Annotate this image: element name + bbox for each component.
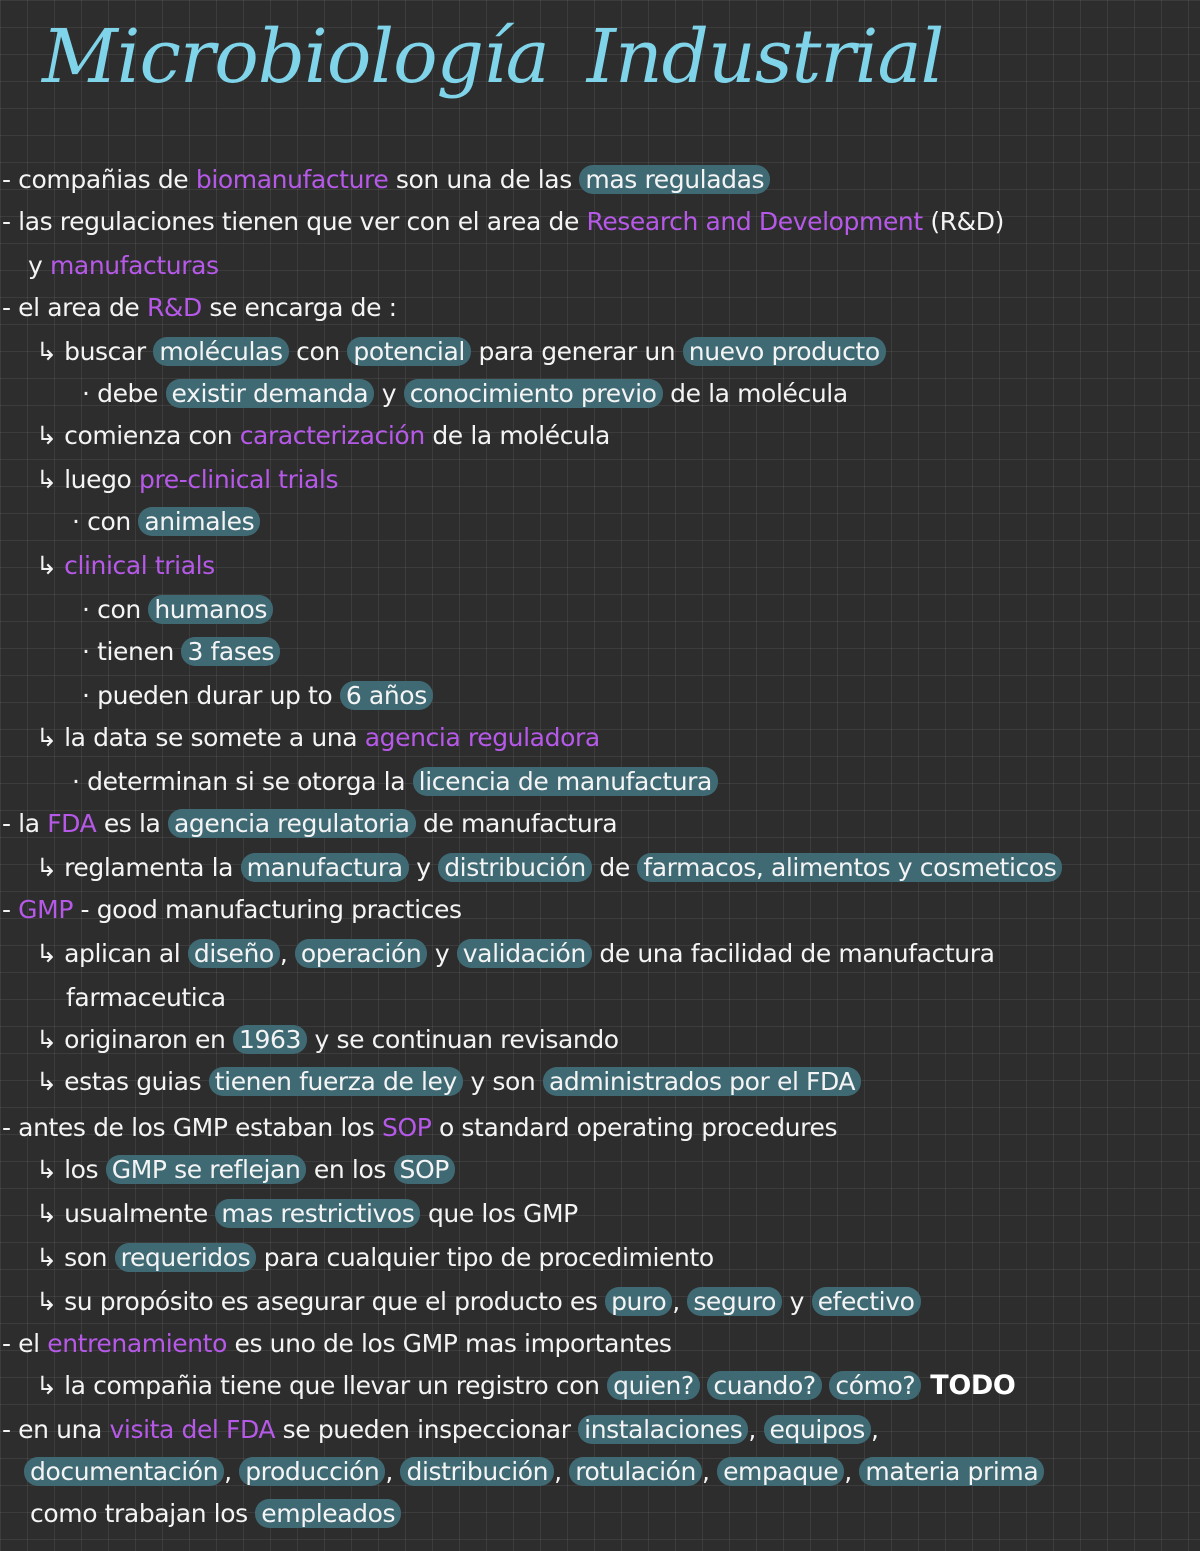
note-text: y: [427, 939, 457, 968]
highlighted-term: potencial: [347, 337, 471, 366]
note-text: ↳: [36, 551, 65, 580]
note-text: y: [782, 1287, 812, 1316]
note-line: [2, 1108, 837, 1148]
note-line: [2, 202, 1004, 242]
purple-term: pre-clinical trials: [138, 465, 339, 494]
note-line: [2, 890, 462, 930]
note-text: se encarga de :: [201, 293, 397, 322]
note-text: o standard operating procedures: [431, 1113, 838, 1142]
highlighted-term: mas restrictivos: [215, 1199, 420, 1228]
note-text: ,: [672, 1287, 688, 1316]
note-text: ↳ estas guias: [36, 1067, 209, 1096]
note-text: - la: [2, 809, 48, 838]
note-line: [82, 676, 433, 716]
highlighted-term: materia prima: [859, 1457, 1044, 1486]
note-text: · con: [82, 595, 149, 624]
note-text: ↳ usualmente: [36, 1199, 216, 1228]
highlighted-term: diseño: [188, 939, 280, 968]
highlighted-term: requeridos: [115, 1243, 257, 1272]
note-text: de la molécula: [662, 379, 848, 408]
purple-term: clinical trials: [64, 551, 215, 580]
note-text: de: [591, 853, 638, 882]
highlighted-term: efectivo: [812, 1287, 921, 1316]
highlighted-term: equipos: [764, 1415, 871, 1444]
highlighted-term: 1963: [233, 1025, 307, 1054]
note-text: ↳ comienza con: [36, 421, 240, 450]
highlighted-term: manufactura: [241, 853, 409, 882]
note-line: [82, 632, 280, 672]
highlighted-term: instalaciones: [578, 1415, 748, 1444]
purple-term: biomanufacture: [195, 165, 389, 194]
highlighted-term: 6 años: [340, 681, 433, 710]
note-text: ,: [224, 1457, 240, 1486]
note-text: · pueden durar up to: [82, 681, 340, 710]
note-text: se pueden inspeccionar: [275, 1415, 579, 1444]
note-line: [2, 1324, 672, 1364]
note-line: [2, 288, 397, 328]
note-text: - antes de los GMP estaban los: [2, 1113, 382, 1142]
note-text: ↳ reglamenta la: [36, 853, 241, 882]
note-text: son una de las: [388, 165, 580, 194]
highlighted-term: humanos: [148, 595, 273, 624]
highlighted-term: administrados por el FDA: [543, 1067, 861, 1096]
purple-term: GMP: [18, 895, 73, 924]
note-text: ,: [748, 1415, 764, 1444]
highlighted-term: producción: [239, 1457, 385, 1486]
note-text: ↳ la data se somete a una: [36, 723, 365, 752]
note-text: ,: [279, 939, 295, 968]
note-line: [36, 1366, 1015, 1406]
note-text: ↳ son: [36, 1243, 115, 1272]
note-line: [72, 502, 260, 542]
highlighted-term: cómo?: [829, 1371, 921, 1400]
note-text: en los: [306, 1155, 394, 1184]
note-line: [36, 1194, 578, 1234]
note-line: [82, 590, 273, 630]
note-text: de manufactura: [415, 809, 618, 838]
note-text: ↳ luego: [36, 465, 139, 494]
note-line: [36, 1282, 921, 1322]
note-text: - good manufacturing practices: [73, 895, 462, 924]
purple-term: entrenamiento: [47, 1329, 227, 1358]
note-line: [66, 978, 226, 1018]
highlighted-term: mas reguladas: [579, 165, 770, 194]
page-title: [42, 14, 981, 100]
purple-term: SOP: [381, 1113, 432, 1142]
note-text: (R&D): [922, 207, 1004, 236]
note-line: [36, 934, 995, 974]
note-text: y: [28, 251, 50, 280]
note-line: [36, 848, 1062, 888]
purple-term: manufacturas: [49, 251, 219, 280]
note-line: [2, 1410, 878, 1450]
note-text: ,: [870, 1415, 879, 1444]
highlighted-term: conocimiento previo: [404, 379, 663, 408]
note-text: de una facilidad de manufactura: [591, 939, 995, 968]
note-text: como trabajan los: [30, 1499, 256, 1528]
note-line: [2, 804, 617, 844]
purple-term: Research and Development: [586, 207, 923, 236]
note-line: [72, 762, 718, 802]
note-text: ↳ los: [36, 1155, 106, 1184]
note-text: y se continuan revisando: [307, 1025, 619, 1054]
highlighted-term: 3 fases: [181, 637, 280, 666]
note-text: - las regulaciones tienen que ver con el area de: [2, 207, 587, 236]
note-text: para generar un: [470, 337, 683, 366]
highlighted-term: existir demanda: [166, 379, 375, 408]
note-line: [36, 1020, 619, 1060]
purple-term: R&D: [146, 293, 202, 322]
highlighted-term: farmacos, alimentos y cosmeticos: [637, 853, 1062, 882]
note-line: [82, 374, 848, 414]
note-text: y son: [462, 1067, 543, 1096]
highlighted-term: documentación: [24, 1457, 224, 1486]
note-text: de la molécula: [424, 421, 610, 450]
purple-term: visita del FDA: [109, 1415, 276, 1444]
note-text: es uno de los GMP mas importantes: [226, 1329, 672, 1358]
highlighted-term: quien?: [607, 1371, 700, 1400]
highlighted-term: tienen fuerza de ley: [209, 1067, 463, 1096]
note-text: ,: [554, 1457, 570, 1486]
purple-term: caracterización: [239, 421, 425, 450]
note-text: y: [408, 853, 439, 882]
note-text: ,: [844, 1457, 860, 1486]
purple-term: FDA: [47, 809, 97, 838]
highlighted-term: rotulación: [569, 1457, 702, 1486]
highlighted-term: validación: [457, 939, 592, 968]
note-line: [36, 718, 600, 758]
note-line: [2, 160, 770, 200]
purple-term: agencia reguladora: [364, 723, 600, 752]
note-text: - el area de: [2, 293, 147, 322]
note-line: [36, 1238, 714, 1278]
note-text: · debe: [82, 379, 166, 408]
note-text: ,: [385, 1457, 401, 1486]
highlighted-term: GMP se reflejan: [106, 1155, 307, 1184]
title-word-2: Industrial: [586, 14, 944, 100]
note-text: ↳ la compañia tiene que llevar un registro con: [36, 1371, 608, 1400]
highlighted-term: agencia regulatoria: [168, 809, 416, 838]
note-line: [36, 416, 610, 456]
note-line: [28, 246, 219, 286]
note-text: ↳ originaron en: [36, 1025, 233, 1054]
note-text: farmaceutica: [66, 983, 226, 1012]
title-word-1: Microbiología: [42, 14, 549, 100]
note-line: [36, 460, 338, 500]
highlighted-term: cuando?: [707, 1371, 821, 1400]
highlighted-term: empleados: [255, 1499, 401, 1528]
highlighted-term: distribución: [400, 1457, 554, 1486]
note-text: - el: [2, 1329, 48, 1358]
note-line: [36, 546, 215, 586]
note-text: ↳ buscar: [36, 337, 154, 366]
highlighted-term: distribución: [438, 853, 592, 882]
note-text: · tienen: [82, 637, 182, 666]
highlighted-term: operación: [295, 939, 427, 968]
note-text: - compañias de: [2, 165, 196, 194]
note-line: [36, 332, 886, 372]
highlighted-term: moléculas: [153, 337, 288, 366]
todo-label: TODO: [921, 1370, 1016, 1401]
highlighted-term: licencia de manufactura: [413, 767, 718, 796]
note-text: · con: [72, 507, 139, 536]
note-text: · determinan si se otorga la: [72, 767, 413, 796]
highlighted-term: SOP: [394, 1155, 455, 1184]
note-text: ↳ aplican al: [36, 939, 188, 968]
note-line: [24, 1452, 1044, 1492]
note-text: y: [374, 379, 404, 408]
note-line: [30, 1494, 401, 1534]
highlighted-term: seguro: [687, 1287, 782, 1316]
note-text: ↳ su propósito es asegurar que el producto es: [36, 1287, 606, 1316]
highlighted-term: animales: [138, 507, 260, 536]
highlighted-term: nuevo producto: [683, 337, 886, 366]
note-line: [36, 1150, 455, 1190]
note-text: que los GMP: [420, 1199, 578, 1228]
highlighted-term: puro: [605, 1287, 672, 1316]
note-text: - en una: [2, 1415, 110, 1444]
note-text: ,: [701, 1457, 718, 1486]
note-text: con: [288, 337, 348, 366]
note-text: para cualquier tipo de procedimiento: [256, 1243, 714, 1272]
note-line: [36, 1062, 861, 1102]
highlighted-term: empaque: [717, 1457, 844, 1486]
note-text: es la: [96, 809, 168, 838]
note-text: -: [2, 895, 19, 924]
